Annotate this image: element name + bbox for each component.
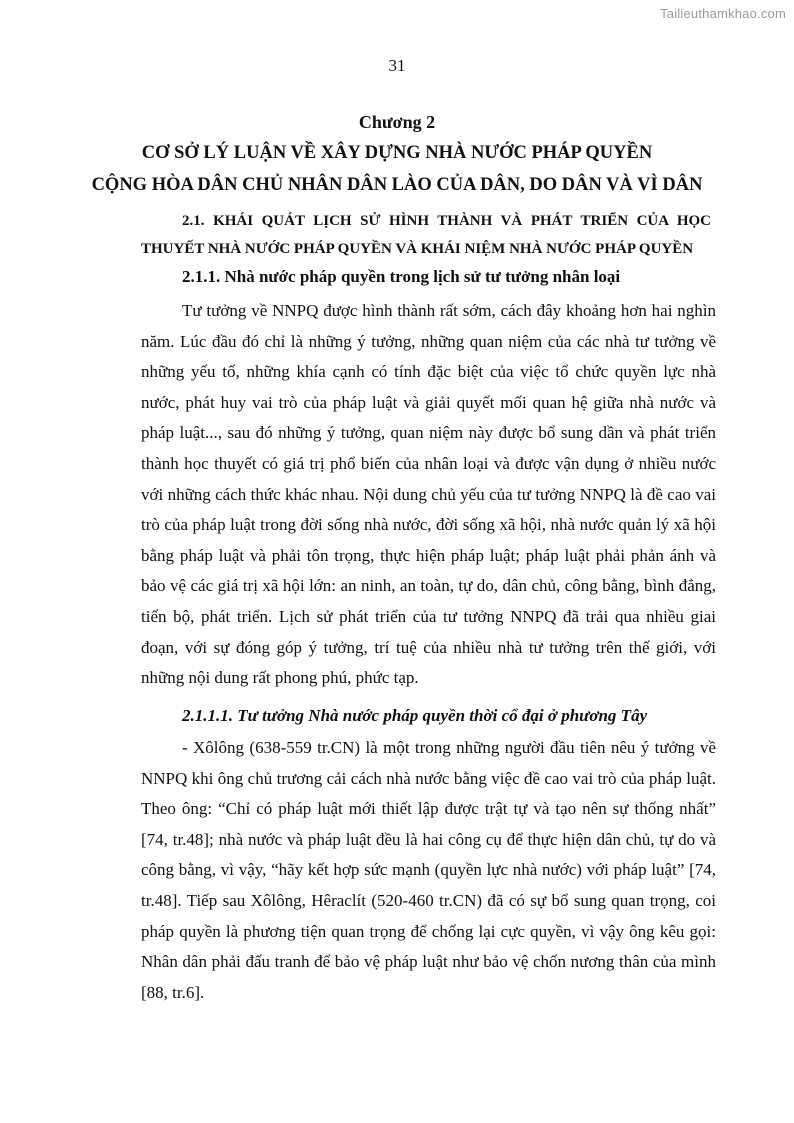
chapter-title-line2: CỘNG HÒA DÂN CHỦ NHÂN DÂN LÀO CỦA DÂN, DO DÂN VÀ VÌ DÂN (91, 175, 703, 195)
page-number: 31 (388, 56, 406, 75)
watermark: Tailieuthamkhao.com (660, 6, 786, 21)
subsubsection-heading: 2.1.1.1. Tư tưởng Nhà nước pháp quyền thời cổ đại ở phương Tây (182, 706, 648, 725)
chapter-label: Chương 2 (358, 112, 436, 132)
chapter-title-line1: CƠ SỞ LÝ LUẬN VỀ XÂY DỰNG NHÀ NƯỚC PHÁP QUYỀN (141, 143, 653, 163)
section-heading-line1: 2.1. KHÁI QUÁT LỊCH SỬ HÌNH THÀNH VÀ PHÁT TRIỂN CỦA HỌC (182, 213, 711, 229)
section-heading-line2: THUYẾT NHÀ NƯỚC PHÁP QUYỀN VÀ KHÁI NIỆM NHÀ NƯỚC PHÁP QUYỀN (141, 241, 694, 257)
subsubsection-paragraph: - Xôlông (638-559 tr.CN) là một trong những người đầu tiên nêu ý tưởng về NNPQ khi ông chủ trương cải cách nhà nước bằng việc đề cao vai trò của pháp luật. Theo ông: “Chỉ có pháp luật mới thiết lập được trật tự và tạo nên sự thống nhất” [74, tr.48]; nhà nước và pháp luật đều là hai công cụ để thực hiện dân chủ, tự do và công bằng, vì vậy, “hãy kết hợp sức mạnh (quyền lực nhà nước) với pháp luật” [74, tr.48]. Tiếp sau Xôlông, Hêraclít (520-460 tr.CN) đã có sự bổ sung quan trọng, coi pháp quyền là phương tiện quan trọng để chống lại cực quyền, vì vậy ông kêu gọi: Nhân dân phải đấu tranh để bảo vệ pháp luật như bảo vệ chốn nương thân của mình [88, tr.6]. (141, 738, 716, 1002)
subsection-heading: 2.1.1. Nhà nước pháp quyền trong lịch sử tư tưởng nhân loại (182, 267, 621, 286)
subsection-paragraph: Tư tưởng về NNPQ được hình thành rất sớm, cách đây khoảng hơn hai nghìn năm. Lúc đầu đó chỉ là những ý tưởng, những quan niệm của các nhà tư tưởng về những yếu tố, những khía cạnh có tính đặc biệt của việc tổ chức quyền lực nhà nước, phát huy vai trò của pháp luật và giải quyết mối quan hệ giữa nhà nước và pháp luật..., sau đó những ý tưởng, quan niệm này được bổ sung dần và phát triển thành học thuyết có giá trị phổ biến của nhân loại và được vận dụng ở nhiều nước với những cách thức khác nhau. Nội dung chủ yếu của tư tưởng NNPQ là đề cao vai trò của pháp luật trong đời sống nhà nước, đời sống xã hội, nhà nước quản lý xã hội bằng pháp luật và phải tôn trọng, thực hiện pháp luật; pháp luật phải phản ánh và bảo vệ các giá trị xã hội lớn: an ninh, an toàn, tự do, dân chủ, công bằng, bình đẳng, tiến bộ, phát triển. Lịch sử phát triển của tư tưởng NNPQ đã trải qua nhiều giai đoạn, với sự đóng góp ý tưởng, trí tuệ của nhiều nhà tư tưởng trên thế giới, với những nội dung rất phong phú, phức tạp. (141, 301, 716, 688)
